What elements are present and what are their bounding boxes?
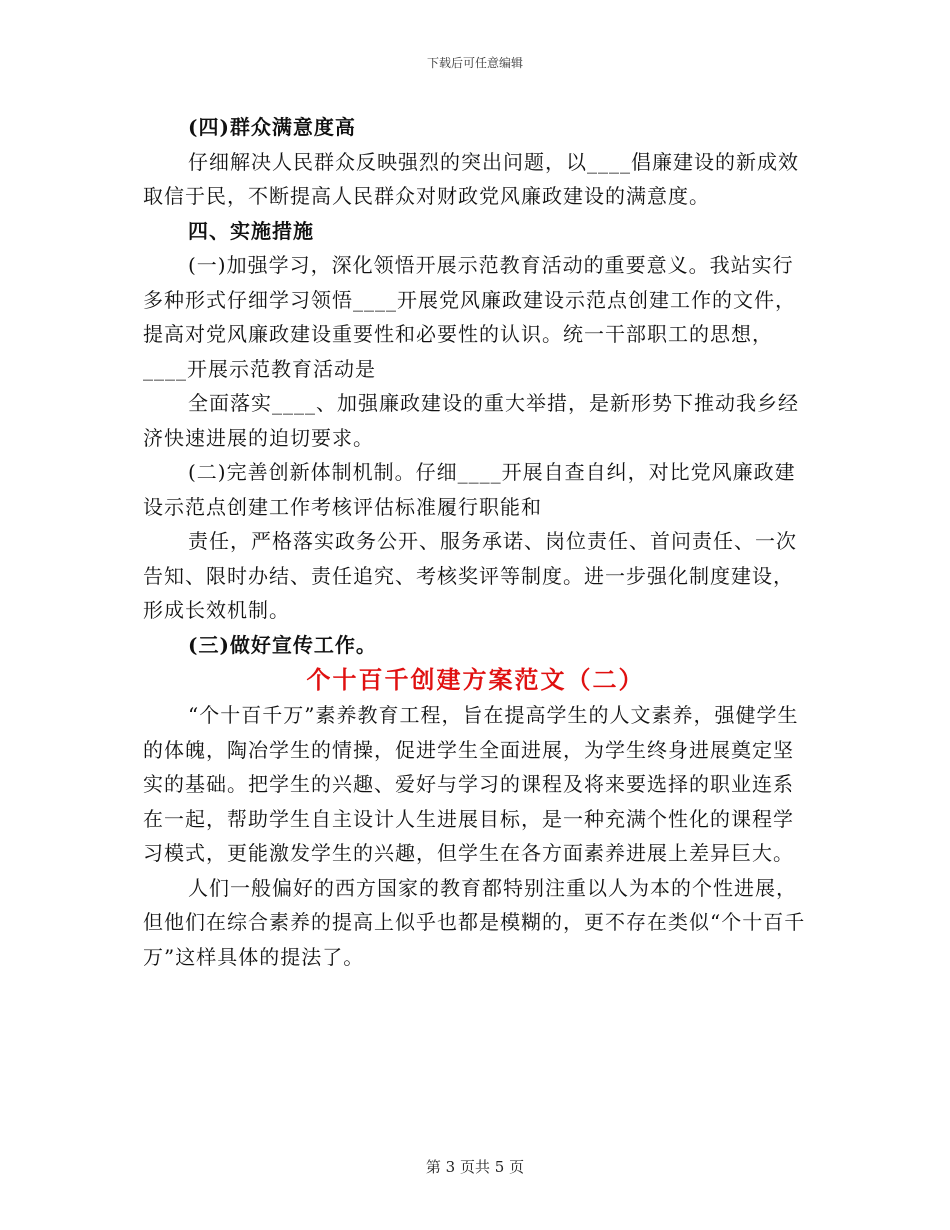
body-paragraph: 全面落实____、加强廉政建设的重大举措，是新形势下推动我乡经济快速进展的迫切要求。 xyxy=(143,391,799,450)
page-footer: 第 3 页共 5 页 xyxy=(425,1158,525,1176)
body-paragraph: (一)加强学习，深化领悟开展示范教育活动的重要意义。我站实行多种形式仔细学习领悟____开展党风廉政建设示范点创建工作的文件，提高对党风廉政建设重要性和必要性的认识。统一干部职工的思想，____开展示范教育活动是 xyxy=(143,253,796,381)
page-header: 下载后可任意编辑 xyxy=(426,56,523,70)
body-paragraph: “个十百千万”素养教育工程，旨在提高学生的人文素养，强健学生的体魄，陶冶学生的情操，促进学生全面进展，为学生终身进展奠定坚实的基础。把学生的兴趣、爱好与学习的课程及将来要选择的职业连系在一起，帮助学生自主设计人生进展目标，是一种充满个性化的课程学习模式，更能激发学生的兴趣，但学生在各方面素养进展上差异巨大。 xyxy=(143,703,799,865)
body-paragraph: 仔细解决人民群众反映强烈的突出问题，以____倡廉建设的新成效取信于民，不断提高人民群众对财政党风廉政建设的满意度。 xyxy=(143,149,799,208)
body-paragraph: 责任，严格落实政务公开、服务承诺、岗位责任、首问责任、一次告知、限时办结、责任追究、考核奖评等制度。进一步强化制度建设，形成长效机制。 xyxy=(143,529,797,622)
section-heading: 四、实施措施 xyxy=(188,218,314,243)
document-body xyxy=(143,110,808,974)
section-heading: (三)做好宣传工作。 xyxy=(188,632,377,657)
section-heading: (四)群众满意度高 xyxy=(188,115,356,139)
document-title: 个十百千创建方案范文（二） xyxy=(306,665,645,694)
body-paragraph: 人们一般偏好的西方国家的教育都特别注重以人为本的个性进展，但他们在综合素养的提高上似乎也都是模糊的，更不存在类似“个十百千万”这样具体的提法了。 xyxy=(143,875,806,969)
body-paragraph: (二)完善创新体制机制。仔细____开展自查自纠，对比党风廉政建设示范点创建工作考核评估标准履行职能和 xyxy=(143,460,796,519)
